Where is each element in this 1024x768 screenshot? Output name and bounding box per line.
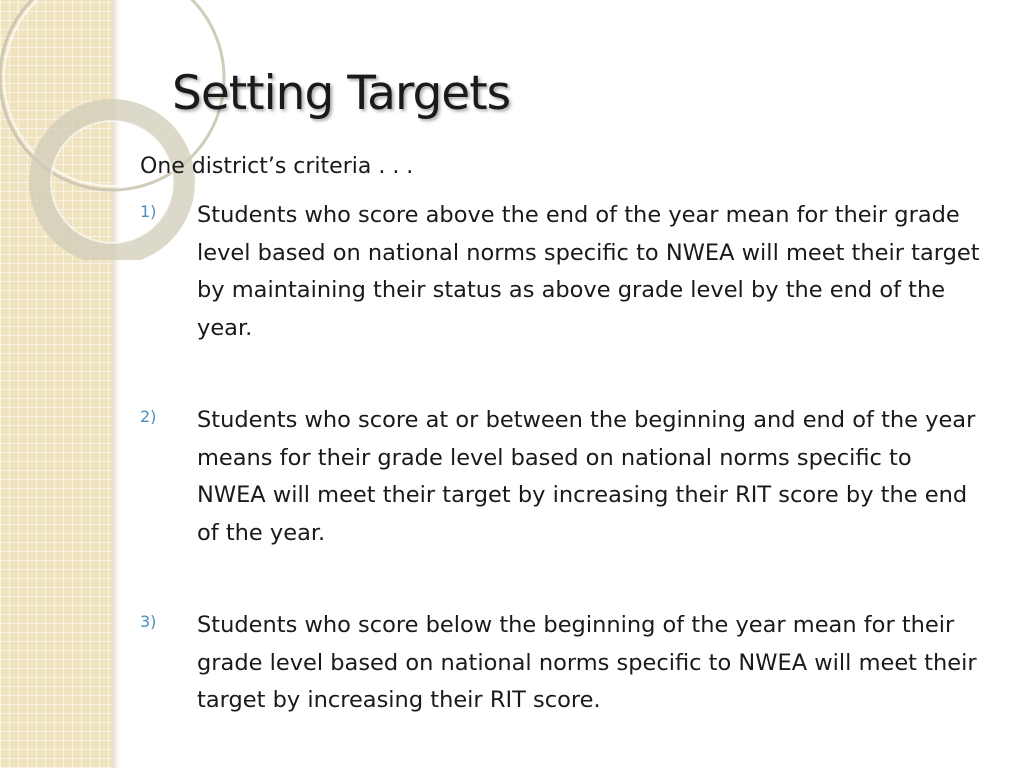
criteria-item-2	[140, 402, 990, 552]
item-text: Students who score at or between the beginning and end of the year means for their grade level based on national norms specific to NWEA will meet their target by increasing their RIT score by the end of the year.	[197, 407, 976, 546]
item-number: 2)	[140, 407, 157, 426]
criteria-item-3	[140, 607, 990, 720]
criteria-item-1	[140, 197, 990, 347]
item-text: Students who score below the beginning of the year mean for their grade level based on national norms specific to NWEA will meet their target by increasing their RIT score.	[197, 612, 977, 713]
intro-text: One district’s criteria . . .	[140, 154, 414, 179]
slide-title: Setting Targets	[172, 66, 511, 121]
item-number: 3)	[140, 612, 157, 631]
item-text: Students who score above the end of the year mean for their grade level based on national norms specific to NWEA will meet their target by maintaining their status as above grade level by the end of the year.	[197, 202, 980, 341]
item-number: 1)	[140, 202, 157, 221]
